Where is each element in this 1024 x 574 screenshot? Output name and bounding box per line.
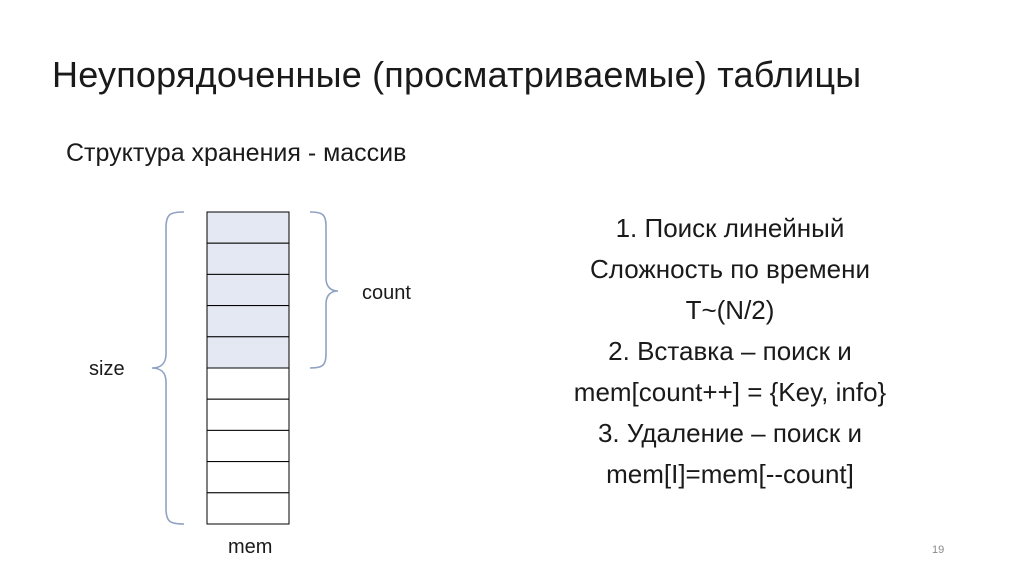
- array-cell-empty: [207, 399, 289, 430]
- slide-title: Неупорядоченные (просматриваемые) таблицы: [52, 54, 862, 95]
- note-line: T~(N/2): [685, 295, 775, 325]
- array-cell-filled: [207, 306, 289, 337]
- array-cell-filled: [207, 243, 289, 274]
- array-cell-empty: [207, 368, 289, 399]
- note-line: mem[I]=mem[--count]: [606, 459, 854, 489]
- count-brace: [310, 212, 338, 368]
- slide-subtitle: Структура хранения - массив: [66, 139, 407, 167]
- note-line: 3. Удаление – поиск и: [597, 418, 863, 448]
- size-label: size: [89, 358, 125, 380]
- note-line: 2. Вставка – поиск и: [608, 336, 852, 366]
- array-cell-empty: [207, 493, 289, 524]
- page-number: 19: [932, 544, 945, 556]
- count-label: count: [362, 282, 411, 304]
- array-cell-filled: [207, 274, 289, 305]
- array-name-label: mem: [228, 536, 273, 558]
- algorithm-notes: [500, 208, 960, 495]
- array-cell-filled: [207, 337, 289, 368]
- array-cell-empty: [207, 430, 289, 461]
- note-line: Сложность по времени: [589, 254, 870, 284]
- size-brace: [152, 212, 184, 524]
- note-line: 1. Поиск линейный: [615, 213, 845, 243]
- array-cell-filled: [207, 212, 289, 243]
- note-line: mem[count++] = {Key, info}: [573, 377, 887, 407]
- array-cell-empty: [207, 462, 289, 493]
- array-cells: [207, 212, 289, 524]
